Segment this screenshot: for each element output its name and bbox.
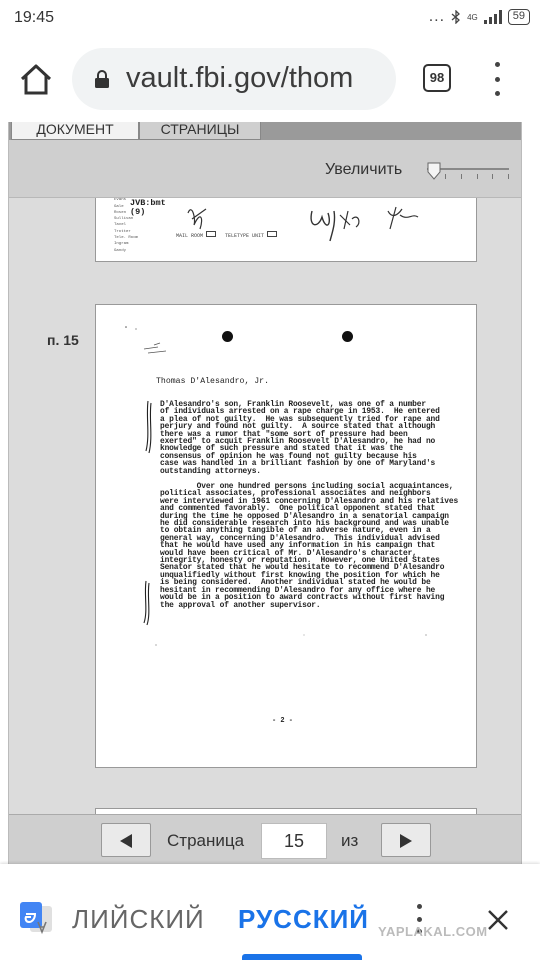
document-page (95, 304, 477, 768)
status-bar (0, 0, 540, 36)
translate-bar (0, 864, 540, 960)
teletype-label: TELETYPE UNIT (225, 233, 265, 239)
handwritten-signatures (96, 198, 477, 262)
document-page-number: - 2 - (272, 717, 294, 725)
home-icon[interactable] (16, 62, 56, 98)
zoom-bar (9, 140, 522, 198)
zoom-slider[interactable] (427, 162, 509, 182)
signal-icon (484, 10, 502, 24)
document-paragraph-2: Over one hundred persons including social acquaintances, political associates, professional associates and neighbors were interviewed in 1961 concerning D'Alesandro and his relatives and commented favorably. One political opponent stated that during the time he opposed D'Alesandro in a senatorial campaign he did considerable research into his background and was unable to obtain anything tangible of an adverse nature, even in a general way, concerning D'Alesandro. This individual advised that he would have used any information in his campaign that would have been critical of Mr. D'Alesandro's character, integrity, honesty or reputation. However, one United States Senator stated that he would hesitate to recommend D'Alesandro unqualifiedly without first knowing the position for which he is being considered. Another individual stated he would be hesitant in recommending D'Alesandro for any office where he would be in a position to award contracts without first having the approval of another supervisor. (160, 482, 459, 610)
routing-item: Sullivan (114, 217, 134, 222)
slider-thumb[interactable] (427, 162, 441, 180)
routing-item: Tavel (114, 223, 127, 228)
initials-line-2: (9) (130, 207, 146, 217)
watermark: YAPLAKAL.COM (378, 924, 488, 939)
browser-toolbar (0, 36, 540, 122)
next-page-button[interactable] (381, 823, 431, 857)
routing-item: Ingram (114, 242, 129, 247)
browser-menu-icon[interactable] (490, 62, 504, 96)
of-word: из (341, 831, 359, 850)
pages-area[interactable] (9, 198, 522, 814)
tabs-count: 98 (429, 70, 445, 85)
status-time: 19:45 (14, 9, 55, 26)
close-icon[interactable] (486, 908, 510, 932)
google-translate-icon (18, 900, 54, 936)
document-viewer (8, 122, 522, 864)
pager (9, 814, 522, 864)
current-page: 15 (283, 831, 305, 851)
viewer-tabs (9, 122, 522, 140)
lock-icon (94, 70, 110, 88)
tab-switcher-button[interactable] (423, 64, 451, 92)
tab-pages-label: СТРАНИЦЫ (160, 122, 240, 137)
arrow-right-icon (398, 833, 414, 849)
previous-page (95, 198, 477, 262)
status-icons (429, 8, 530, 26)
routing-item: Tele. Room (114, 236, 139, 241)
slider-ticks (445, 174, 509, 180)
initials-line: JVB:bmt (130, 198, 166, 208)
battery-level: 59 (512, 10, 525, 22)
document-paragraph-1: D'Alesandro's son, Franklin Roosevelt, was one of a number of individuals arrested on a rape charge in 1953. He entered a plea of not guilty. He was subsequently tried for rape and perjury and found not guilty. A source stated that although there was a rumor that "some sort of pressure had been exerted" to acquit Franklin Roosevelt D'Alesandro, he had no knowledge of such pressure and stated that it was the consensus of opinion he was found not guilty because his case was handled in a brilliant fashion by one of Maryland's outstanding attorneys. (160, 400, 440, 476)
routing-item: Rosen (114, 210, 127, 215)
target-language-tab[interactable]: РУССКИЙ (238, 904, 369, 934)
active-language-indicator (242, 954, 362, 960)
document-heading: Thomas D'Alesandro, Jr. (156, 377, 270, 386)
tab-document-label: ДОКУМЕНТ (36, 122, 114, 137)
address-bar[interactable] (72, 48, 396, 110)
mail-room-label: MAIL ROOM (176, 233, 204, 239)
notification-dots: ... (428, 8, 446, 25)
routing-item: Gale (114, 204, 124, 209)
routing-item: Evans (114, 198, 127, 203)
network-type: 4G (467, 12, 478, 22)
network-type-icon (467, 13, 478, 22)
page-word: Страница (167, 831, 245, 850)
page-number-input[interactable] (261, 823, 327, 859)
bluetooth-icon (451, 10, 461, 24)
battery-icon (508, 9, 530, 25)
source-language-tab[interactable]: ЛИЙСКИЙ (72, 904, 205, 934)
zoom-label: Увеличить (325, 161, 403, 178)
page-number-label: п. 15 (47, 332, 79, 348)
routing-item: Gandy (114, 248, 127, 253)
tab-pages[interactable] (139, 122, 261, 140)
tab-document[interactable] (11, 122, 139, 140)
arrow-left-icon (118, 833, 134, 849)
url-text: vault.fbi.gov/thom (126, 62, 354, 94)
routing-item: Trotter (114, 229, 131, 234)
previous-page-button[interactable] (101, 823, 151, 857)
